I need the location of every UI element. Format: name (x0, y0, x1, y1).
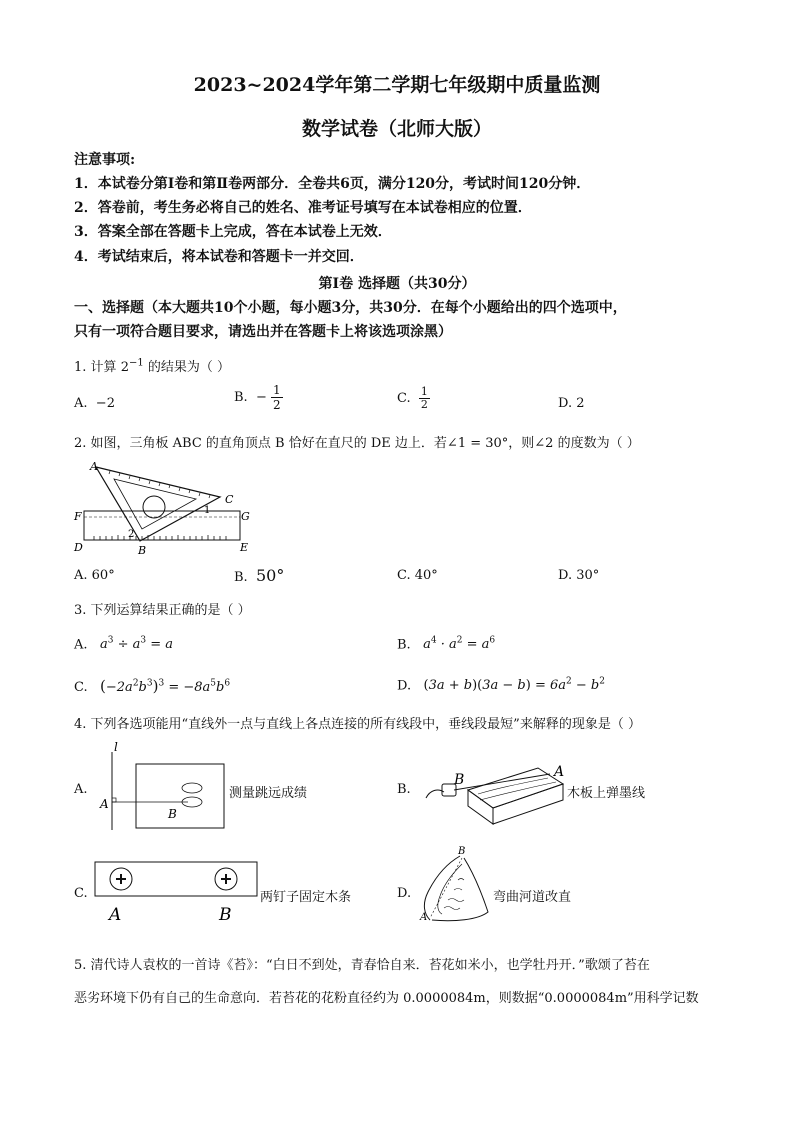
option-label: C. (397, 391, 411, 406)
q4-option-c-caption: 两钉子固定木条 (260, 890, 352, 905)
hand-icon (426, 790, 444, 798)
q3-option-b[interactable] (397, 636, 495, 652)
screw-cross (116, 874, 126, 884)
q2-option-c[interactable]: C. 40° (397, 568, 438, 583)
option-label: D. (397, 678, 412, 694)
label-a: A (109, 905, 122, 925)
screw-cross (221, 874, 231, 884)
exam-subtitle: 数学试卷（北师大版） (301, 118, 492, 140)
ruler-triangle-figure (70, 455, 255, 560)
river-bank-far (432, 858, 488, 921)
angle-2-label: 2 (128, 529, 135, 540)
board-side (468, 790, 493, 824)
q1-option-d[interactable] (558, 396, 585, 411)
angle-1-label: 1 (204, 505, 211, 516)
q1-suffix: 的结果为（ ） (147, 360, 230, 375)
option-label: A. (74, 396, 88, 411)
q2-option-d[interactable]: D. 30° (558, 568, 600, 583)
label-a: A (420, 912, 428, 923)
right-angle-mark (112, 798, 116, 802)
q1-option-b[interactable] (234, 383, 283, 412)
q4-option-d-caption: 弯曲河道改直 (493, 890, 572, 905)
option-label: B. (234, 390, 248, 405)
numerator: 1 (273, 383, 281, 397)
triangle-ticks (109, 471, 210, 498)
label-a: A (554, 764, 565, 780)
q4-option-a-caption: 测量跳远成绩 (229, 786, 308, 801)
expression: $a^3 \div a^3 = a$ (99, 636, 174, 653)
option-value: −2 (95, 396, 115, 411)
note-item: 2．答卷前，考生务必将自己的姓名、准考证号填写在本试卷相应的位置． (74, 200, 532, 216)
label-f: F (74, 510, 82, 523)
label-b: B (219, 905, 232, 925)
q3-option-a[interactable] (74, 636, 173, 652)
question-1-stem (74, 356, 230, 375)
section-intro-line: 只有一项符合题目要求，请选出并在答题卡上将该选项涂黑） (74, 324, 452, 340)
ink-line-board-figure (418, 750, 566, 828)
option-label: C. (74, 680, 88, 695)
river-bank-outer (424, 856, 460, 920)
section-intro-line: 一、选择题（本大题共10个小题，每小题3分，共30分．在每个小题给出的四个选项中， (74, 300, 627, 316)
q4-option-d-label[interactable]: D. (397, 886, 412, 901)
triangle-hole (143, 496, 165, 518)
label-b: B (168, 807, 177, 821)
long-jump-figure (92, 742, 227, 832)
label-c: C (225, 493, 234, 506)
label-a: A (100, 797, 109, 811)
fraction (419, 386, 430, 411)
fraction (271, 383, 283, 412)
q2-option-a[interactable]: A. 60° (74, 568, 115, 583)
label-e: E (240, 541, 249, 554)
numerator: 1 (420, 385, 428, 398)
label-g: G (241, 510, 250, 523)
river-figure (418, 842, 492, 926)
option-value: 50° (255, 566, 285, 585)
triangle-inner (114, 479, 196, 529)
q3-option-d[interactable] (397, 677, 605, 693)
denominator: 2 (273, 398, 281, 412)
q2-option-b[interactable] (234, 566, 284, 585)
q1-prefix: 1. 计算 (74, 360, 117, 375)
option-value: 2 (576, 396, 585, 411)
q4-option-a-label[interactable]: A. (74, 782, 88, 797)
ruler-shape (84, 511, 240, 540)
q1-base: 2 (120, 360, 129, 375)
option-label: B. (234, 570, 248, 585)
wood-grain (478, 778, 556, 800)
label-b: B (454, 772, 465, 788)
question-4-stem: 4. 下列各选项能用“直线外一点与直线上各点连接的所有线段中，垂线段最短”来解释的现象是（ ） (74, 717, 641, 732)
q4-option-c-label[interactable]: C. (74, 886, 88, 901)
question-3-stem: 3. 下列运算结果正确的是（ ） (74, 603, 251, 618)
option-sign: − (255, 390, 267, 405)
triangle-abc (96, 467, 220, 541)
footprint-icon (182, 783, 202, 793)
question-5-stem-line2: 恶劣环境下仍有自己的生命意向．若苔花的花粉直径约为 0.0000084m，则数据“0.0000084m”用科学记数 (74, 991, 699, 1006)
note-item: 3．答案全部在答题卡上完成，答在本试卷上无效． (74, 224, 392, 240)
sand-pit (136, 764, 224, 828)
q1-option-c[interactable] (397, 386, 430, 411)
expression: $a^4 \cdot a^2 = a^6$ (423, 636, 496, 653)
notes-heading: 注意事项: (74, 152, 136, 168)
label-b: B (138, 544, 147, 557)
exam-title: 2023~2024学年第二学期七年级期中质量监测 (193, 74, 601, 96)
expression: $(-2a^2b^3)^3 = -8a^5b^6$ (100, 677, 231, 695)
expression: $(3a + b)(3a - b) = 6a^2 - b^2$ (423, 677, 605, 694)
ruler-ticks (94, 535, 226, 540)
label-a: A (90, 460, 98, 473)
section-title: 第Ⅰ卷 选择题（共30分） (318, 276, 476, 292)
denominator: 2 (420, 398, 428, 411)
q4-option-b-label[interactable]: B. (397, 782, 411, 797)
wood-strip-figure (93, 860, 259, 926)
q4-option-b-caption: 木板上弹墨线 (567, 786, 646, 801)
option-label: D. (558, 396, 573, 411)
q3-option-c[interactable] (74, 677, 230, 695)
board-front (493, 784, 563, 824)
label-l: l (114, 742, 118, 754)
option-label: A. (74, 637, 88, 653)
question-5-stem-line1: 5. 清代诗人袁枚的一首诗《苔》：“白日不到处，青春恰自来．苔花如米小，也学牡丹开．”歌颂了苔在 (74, 958, 650, 973)
question-2-stem: 2. 如图，三角板 ABC 的直角顶点 B 恰好在直尺的 DE 边上．若∠1 = 30°，则∠2 的度数为（ ） (74, 436, 640, 451)
note-item: 4．考试结束后，将本试卷和答题卡一并交回． (74, 249, 364, 265)
note-item: 1．本试卷分第Ⅰ卷和第Ⅱ卷两部分．全卷共6页，满分120分，考试时间120分钟． (74, 176, 591, 192)
label-d: D (74, 541, 83, 554)
q1-option-a[interactable] (74, 396, 115, 411)
water-waves (444, 879, 464, 910)
option-label: B. (397, 637, 411, 653)
q1-exponent: −1 (128, 357, 144, 369)
label-b: B (458, 846, 466, 857)
